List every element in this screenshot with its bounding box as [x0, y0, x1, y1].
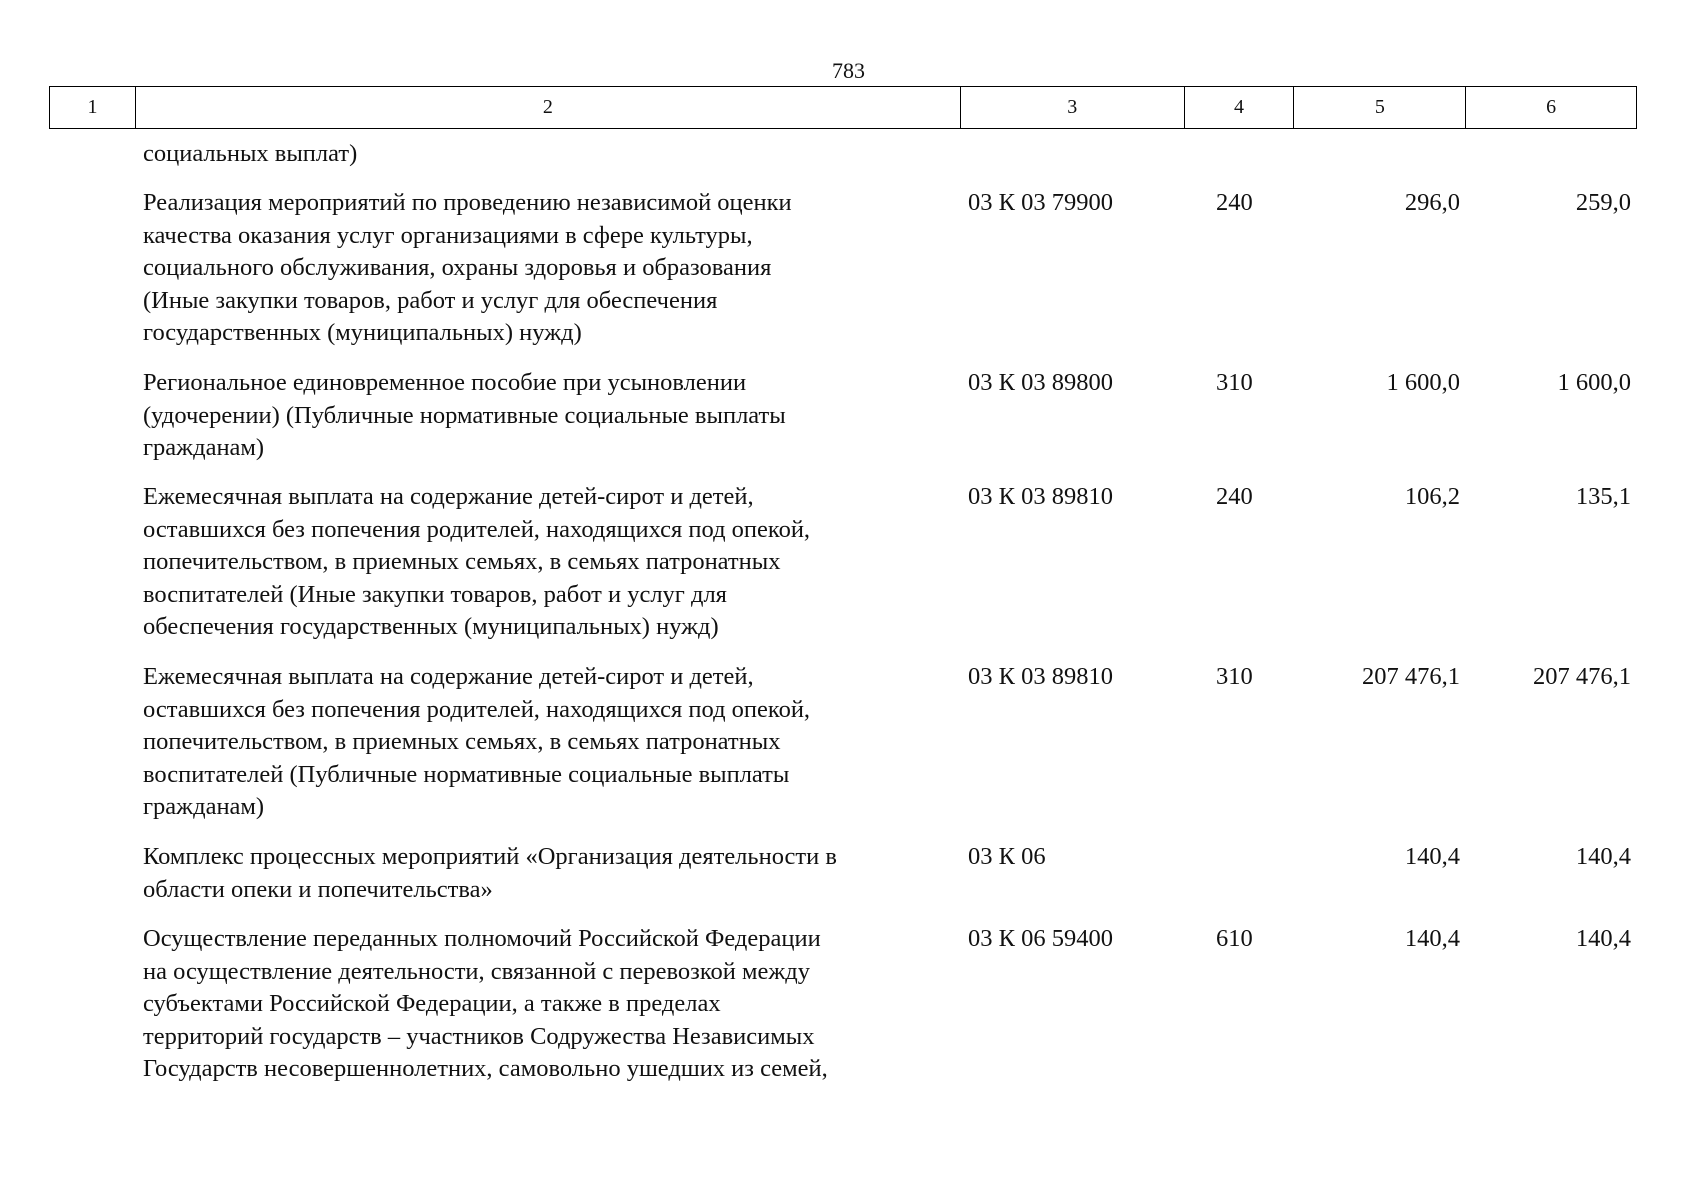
row-code: 03 К 06	[968, 843, 1046, 870]
row-value-6: 207 476,1	[1533, 663, 1631, 690]
column-header-2: 2	[136, 87, 961, 128]
row-value-6: 1 600,0	[1557, 369, 1631, 396]
row-name: Реализация мероприятий по проведению независимой оценки качества оказания услуг организациями в сфере культуры, социального обслуживания, охраны здоровья и образования (Иные закупки товаров, работ и услуг для обеспечения государственных (муниципальных) нужд)	[143, 189, 792, 347]
row-value-5: 207 476,1	[1362, 663, 1460, 690]
column-header-6: 6	[1546, 96, 1557, 118]
row-value-5: 140,4	[1404, 925, 1460, 952]
row-kind: 240	[1216, 483, 1253, 510]
row-value-5: 106,2	[1404, 483, 1460, 510]
row-code: 03 К 03 79900	[968, 189, 1113, 216]
row-value-6: 135,1	[1575, 483, 1631, 510]
row-value-6: 140,4	[1575, 843, 1631, 870]
column-header-3: 3	[961, 87, 1185, 128]
page-number: 783	[832, 58, 865, 83]
row-name: Ежемесячная выплата на содержание детей-сирот и детей, оставшихся без попечения родителей, находящихся под опекой, попечительством, в приемных семьях, в семьях патронатных воспитателей (Публичные нормативные социальные выплаты гражданам)	[143, 663, 811, 821]
column-header-5: 5	[1294, 87, 1466, 128]
row-kind: 310	[1216, 663, 1253, 690]
row-code: 03 К 03 89810	[968, 663, 1113, 690]
column-header-1: 1	[50, 87, 136, 128]
row-kind: 310	[1216, 369, 1253, 396]
row-name: Осуществление переданных полномочий Российской Федерации на осуществление деятельности, связанной с перевозкой между субъектами Российской Федерации, а также в пределах территорий государств – участников Содружества Независимых Государств несовершеннолетних, самовольно ушедших из семей,	[143, 925, 828, 1083]
row-value-6: 259,0	[1575, 189, 1631, 216]
row-name: Региональное единовременное пособие при усыновлении (удочерении) (Публичные нормативные социальные выплаты гражданам)	[143, 369, 786, 462]
column-header-4: 4	[1185, 87, 1295, 128]
row-value-5: 1 600,0	[1386, 369, 1460, 396]
row-value-5: 296,0	[1404, 189, 1460, 216]
row-value-6: 140,4	[1575, 925, 1631, 952]
row-code: 03 К 06 59400	[968, 925, 1113, 952]
row-name: социальных выплат)	[143, 140, 358, 167]
row-value-5: 140,4	[1404, 843, 1460, 870]
row-name: Комплекс процессных мероприятий «Организация деятельности в области опеки и попечительства»	[143, 843, 837, 903]
row-name: Ежемесячная выплата на содержание детей-сирот и детей, оставшихся без попечения родителей, находящихся под опекой, попечительством, в приемных семьях, в семьях патронатных воспитателей (Иные закупки товаров, работ и услуг для обеспечения государственных (муниципальных) нужд)	[143, 483, 811, 641]
row-code: 03 К 03 89810	[968, 483, 1113, 510]
row-kind: 610	[1216, 925, 1253, 952]
row-kind: 240	[1216, 189, 1253, 216]
table-header	[49, 86, 1637, 129]
row-code: 03 К 03 89800	[968, 369, 1113, 396]
